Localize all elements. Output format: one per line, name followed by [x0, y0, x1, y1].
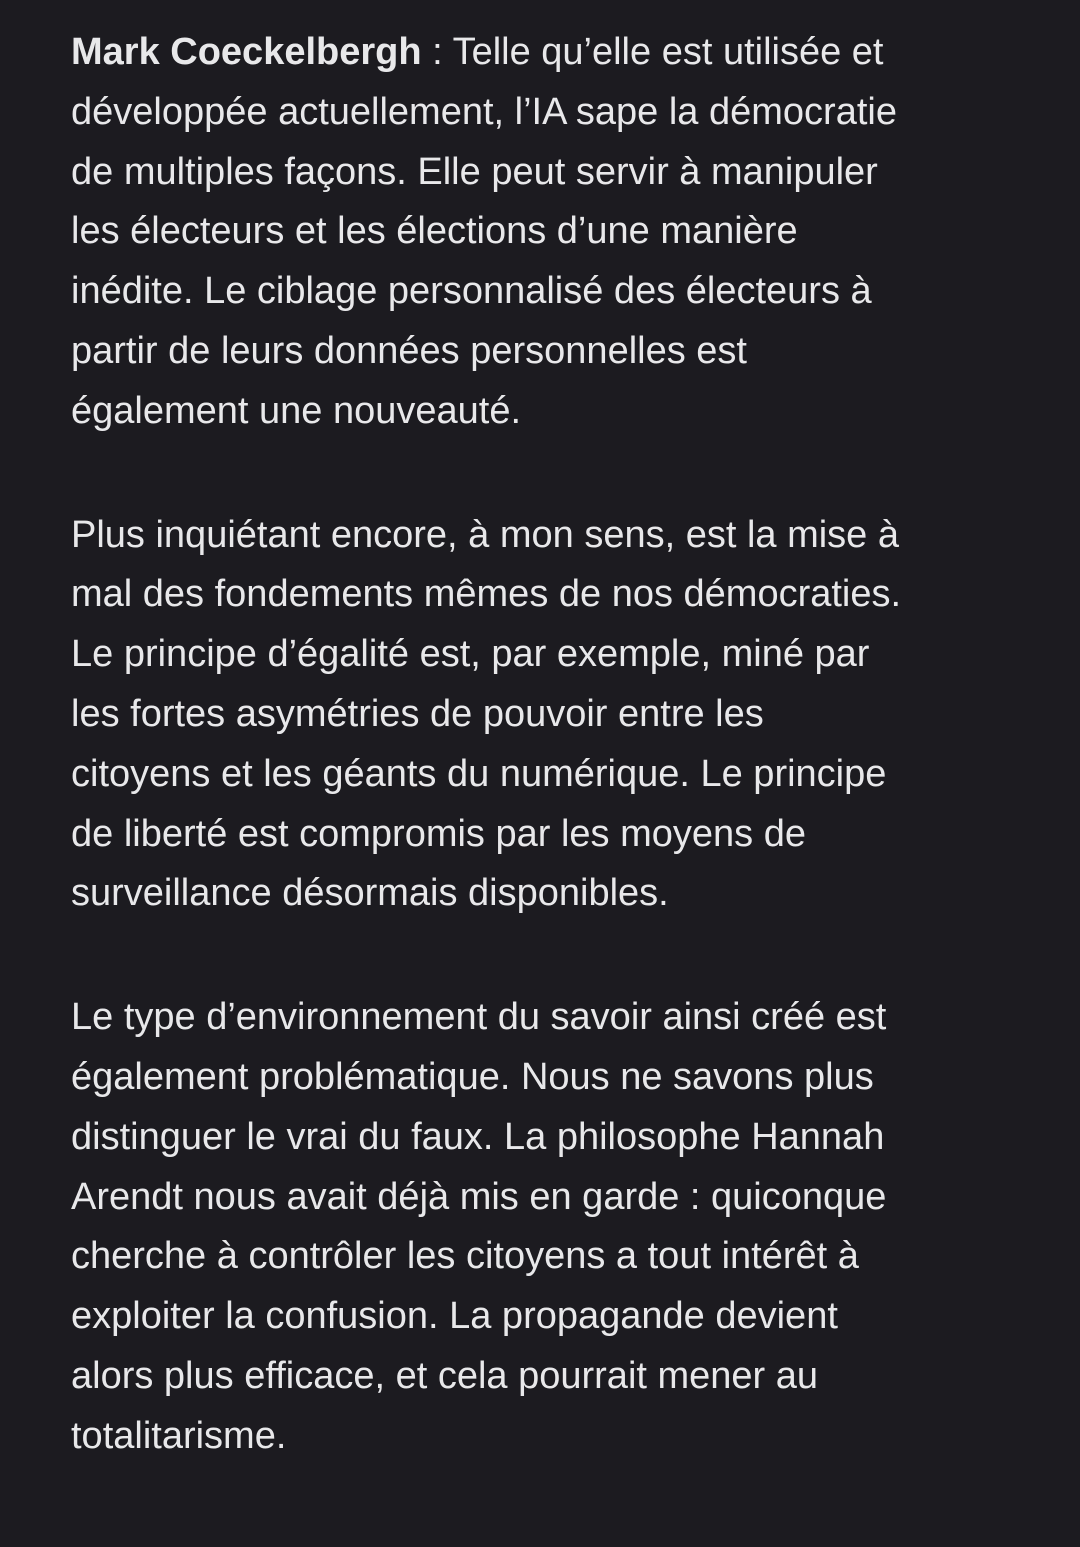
text-line: mal des fondements mêmes de nos démocraties.: [71, 573, 902, 616]
text-line: distinguer le vrai du faux. La philosophe Hannah: [71, 1115, 885, 1158]
article-body: [71, 23, 1031, 1467]
speaker-name: Mark Coeckelbergh: [71, 31, 422, 73]
text-line: Plus inquiétant encore, à mon sens, est la mise à: [71, 513, 900, 556]
text-line: exploiter la confusion. La propagande devient: [71, 1295, 838, 1338]
text-line: Le type d’environnement du savoir ainsi créé est: [71, 996, 887, 1039]
text-line: les fortes asymétries de pouvoir entre les: [71, 692, 764, 735]
paragraph-knowledge-environment: [71, 988, 1031, 1466]
text-line: citoyens et les géants du numérique. Le principe: [71, 752, 887, 795]
text-line: inédite. Le ciblage personnalisé des électeurs à: [71, 270, 872, 313]
text-line: développée actuellement, l’IA sape la démocratie: [71, 90, 897, 133]
paragraph-democracy-foundations: [71, 506, 1031, 925]
text-line: Le principe d’égalité est, par exemple, miné par: [71, 633, 870, 676]
text-line: [71, 23, 1031, 83]
text-line: également une nouveauté.: [71, 389, 522, 432]
text-line: totalitarisme.: [71, 1414, 287, 1457]
text-line: surveillance désormais disponibles.: [71, 872, 669, 915]
text-line: de liberté est compromis par les moyens de: [71, 812, 806, 855]
text-line: Arendt nous avait déjà mis en garde : quiconque: [71, 1175, 887, 1218]
text-line: également problématique. Nous ne savons plus: [71, 1055, 874, 1098]
text-line: les électeurs et les élections d’une manière: [71, 210, 798, 253]
text-line: partir de leurs données personnelles est: [71, 329, 747, 372]
text-line: cherche à contrôler les citoyens a tout intérêt à: [71, 1235, 859, 1278]
text-line: alors plus efficace, et cela pourrait mener au: [71, 1354, 819, 1397]
paragraph-intro: [71, 23, 1031, 442]
text-fragment: : Telle qu’elle est utilisée et: [421, 31, 884, 73]
text-line: de multiples façons. Elle peut servir à manipuler: [71, 150, 878, 193]
